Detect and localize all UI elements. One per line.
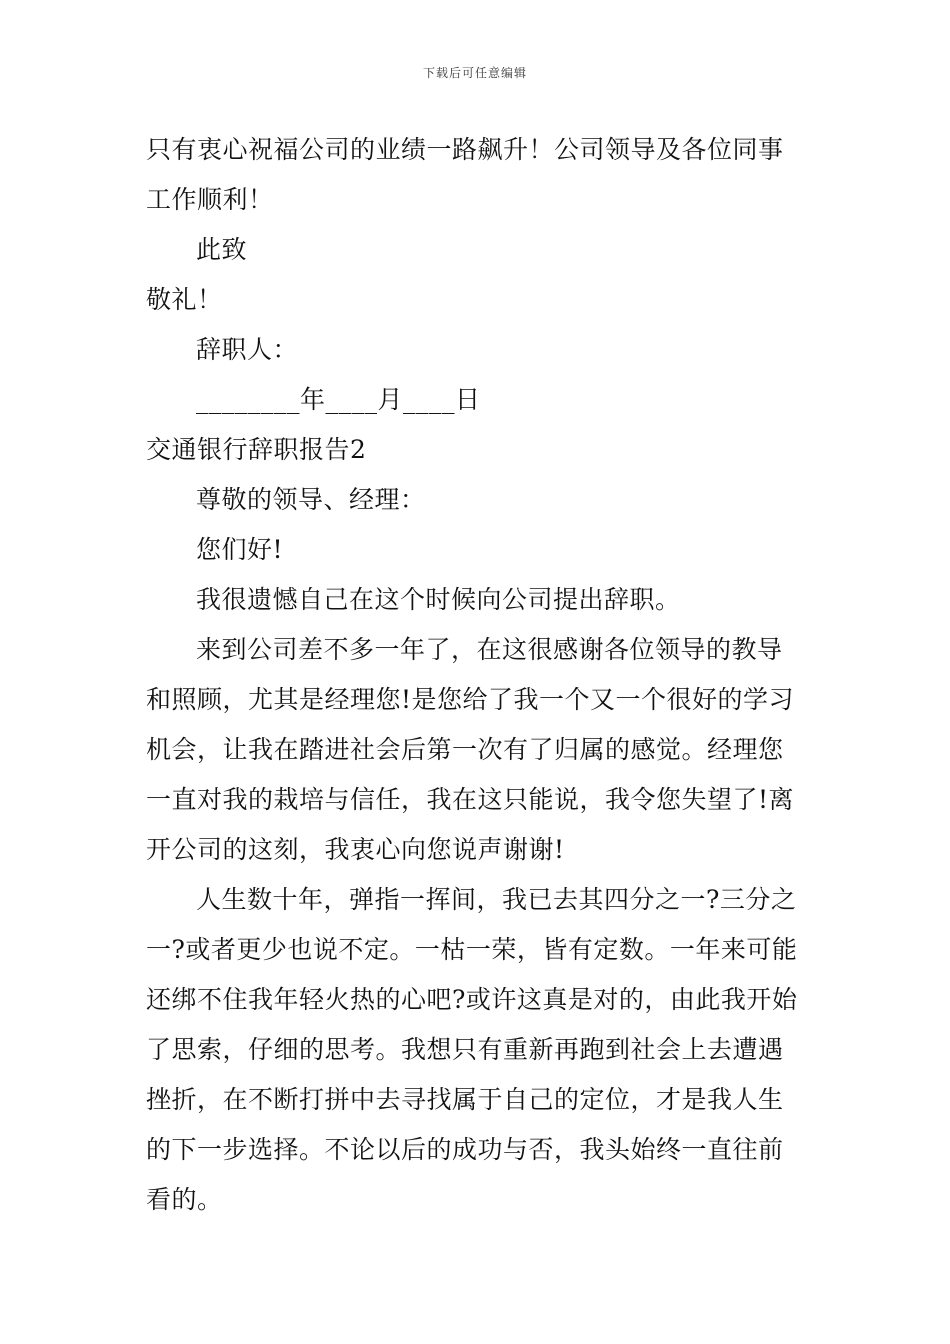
text-line: 工作顺利！ — [146, 185, 274, 214]
text-line: 只有衷心祝福公司的业绩一路飙升！公司领导及各位同事 — [146, 135, 784, 164]
page-header: 下载后可任意编辑 — [422, 66, 527, 80]
date-line: ________年____月____日 — [196, 385, 481, 414]
text-line: 开公司的这刻，我衷心向您说声谢谢! — [146, 835, 565, 864]
text-line: 还绑不住我年轻火热的心吧?或许这真是对的，由此我开始 — [146, 985, 798, 1014]
text-line: 的下一步选择。不论以后的成功与否，我头始终一直往前 — [146, 1135, 784, 1164]
text-line: 敬礼！ — [146, 285, 223, 314]
text-line: 来到公司差不多一年了，在这很感谢各位领导的教导 — [196, 635, 783, 664]
text-line: 人生数十年，弹指一挥间，我已去其四分之一?三分之 — [196, 885, 797, 914]
text-line: 挫折，在不断打拼中去寻找属于自己的定位，才是我人生 — [146, 1085, 784, 1114]
text-line: 和照顾，尤其是经理您!是您给了我一个又一个很好的学习 — [146, 685, 795, 714]
text-line: 看的。 — [146, 1185, 223, 1214]
text-line: 一直对我的栽培与信任，我在这只能说，我令您失望了!离 — [146, 785, 795, 814]
text-line: 我很遗憾自己在这个时候向公司提出辞职。 — [196, 585, 681, 614]
section-title: 交通银行辞职报告2 — [146, 435, 367, 464]
text-line: 一?或者更少也说不定。一枯一荣，皆有定数。一年来可能 — [146, 935, 798, 964]
text-line: 此致 — [196, 235, 248, 264]
text-line: 了思索，仔细的思考。我想只有重新再跑到社会上去遭遇 — [146, 1035, 784, 1064]
salutation: 尊敬的领导、经理： — [196, 485, 426, 514]
text-line: 辞职人： — [196, 335, 299, 364]
text-line: 机会，让我在踏进社会后第一次有了归属的感觉。经理您 — [146, 735, 784, 764]
greeting: 您们好! — [196, 535, 284, 564]
